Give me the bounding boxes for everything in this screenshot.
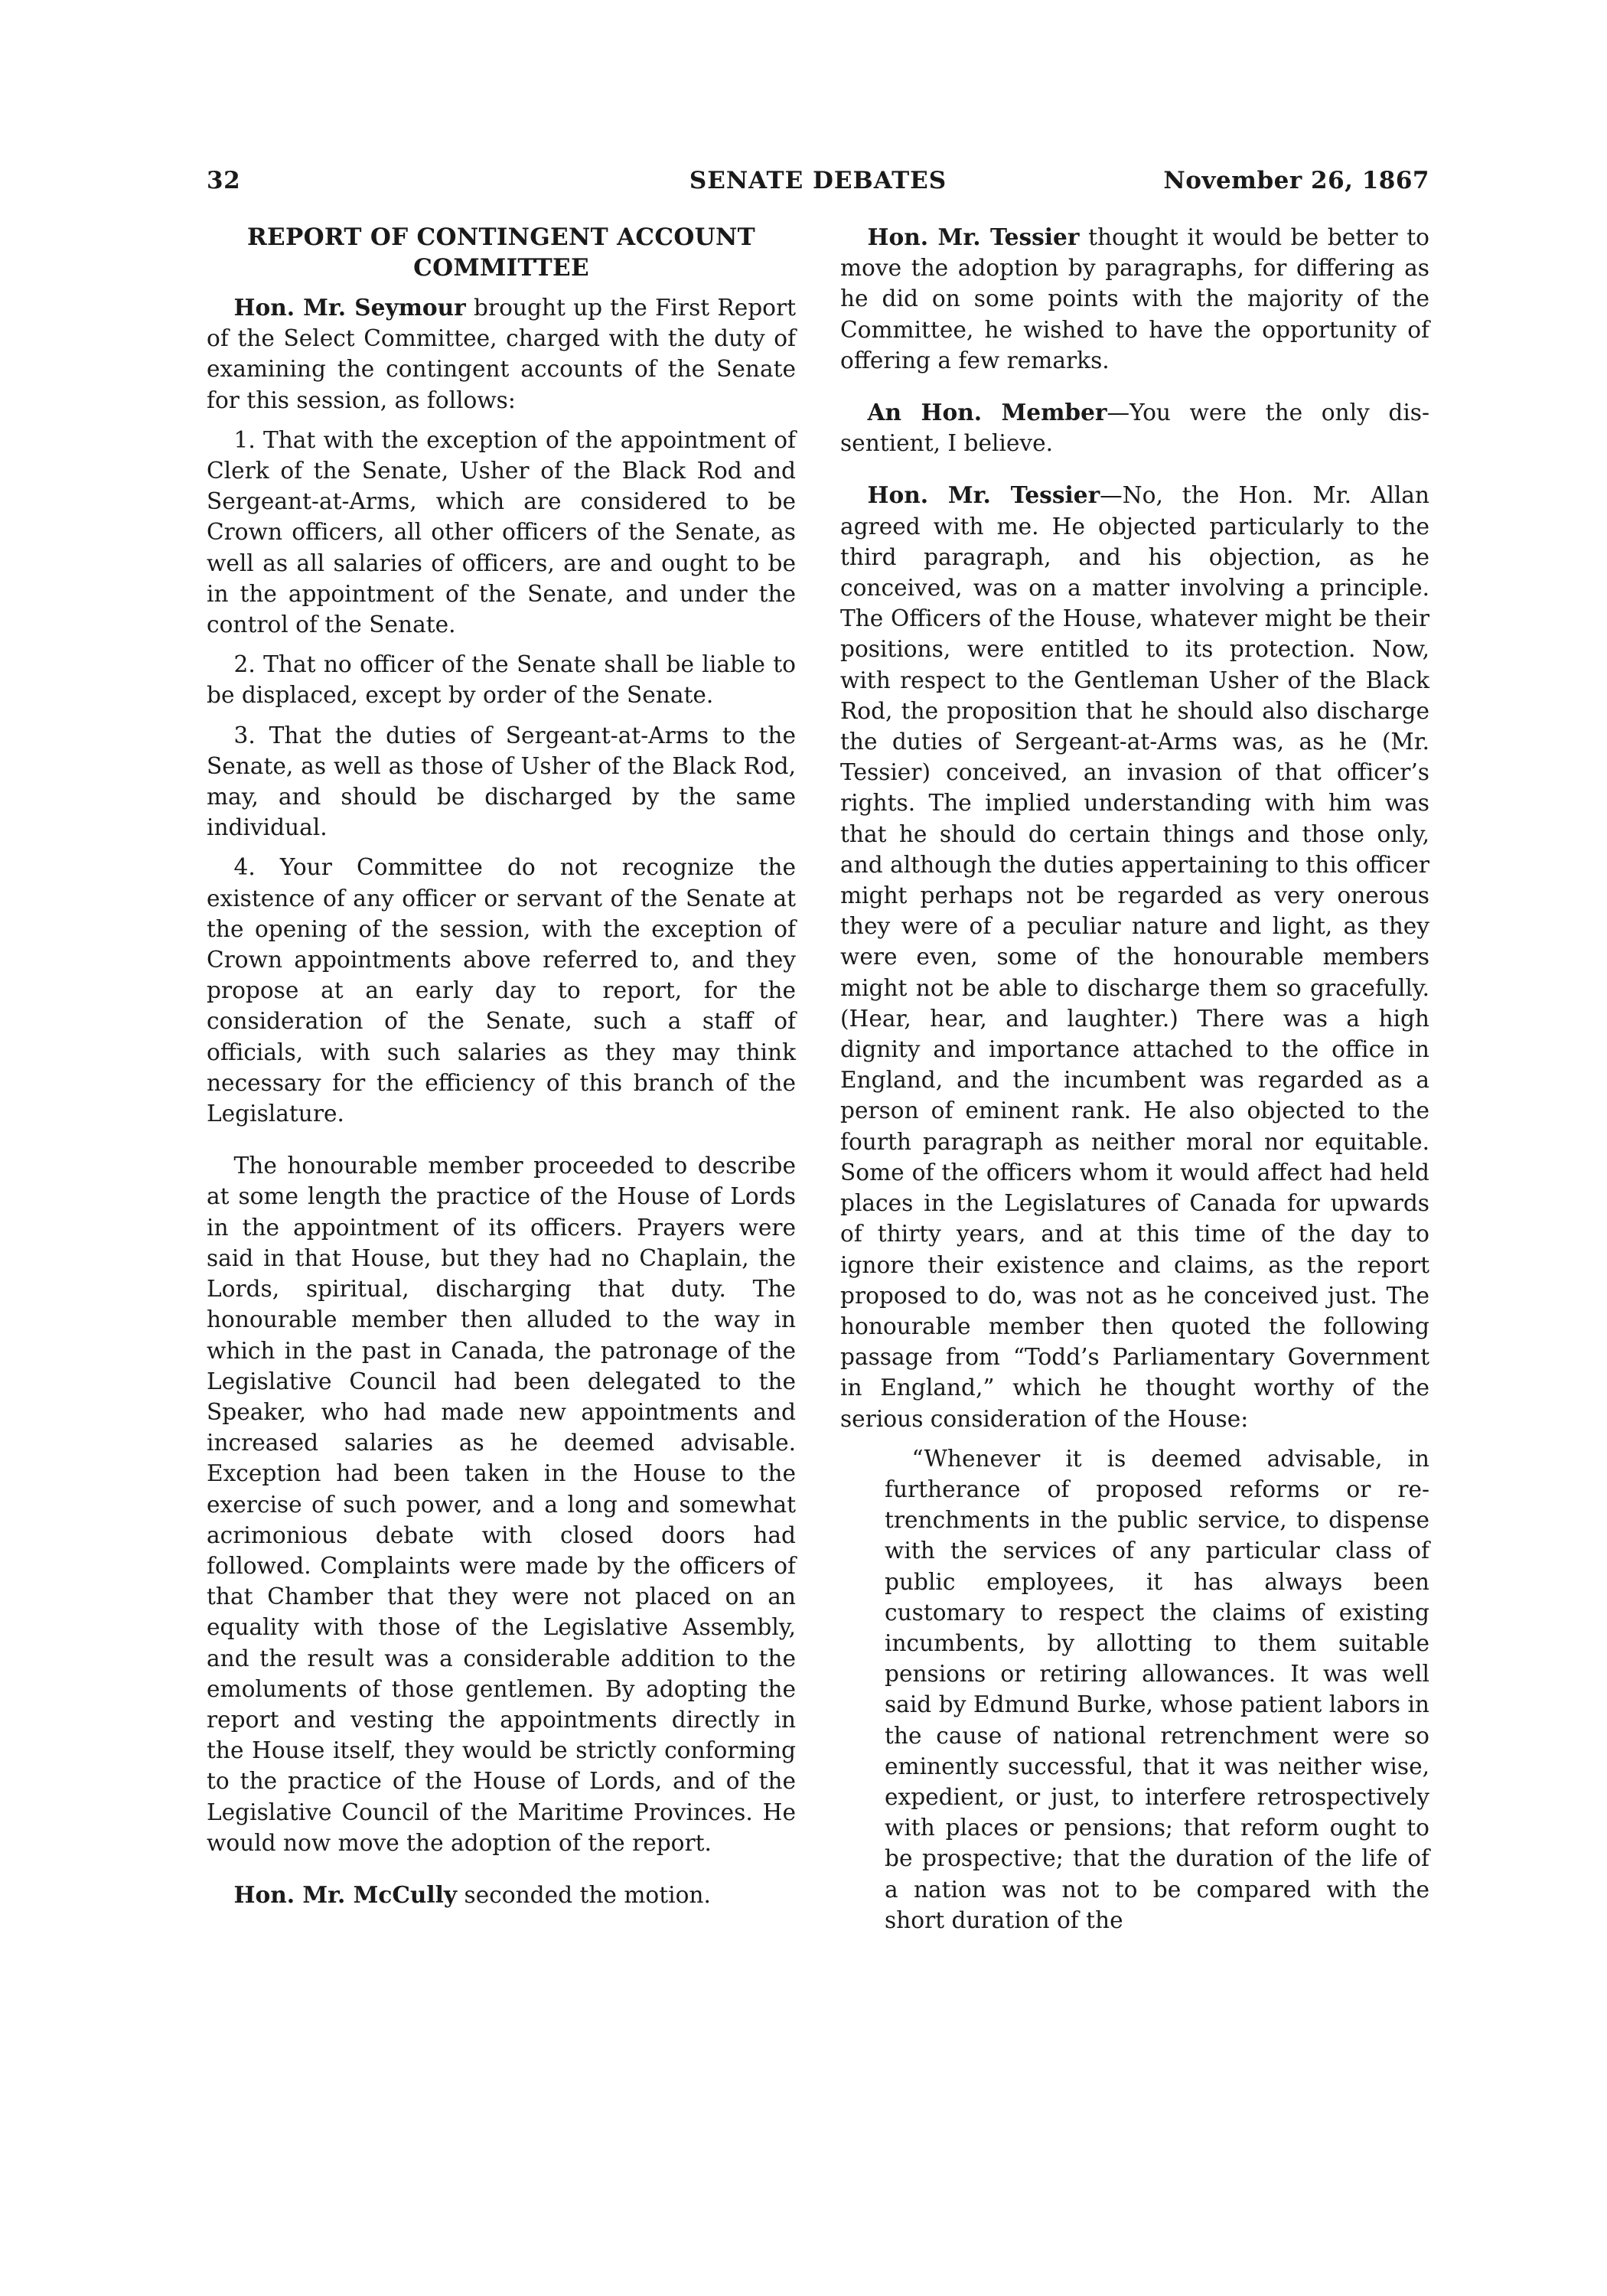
paragraph-seymour bbox=[207, 292, 796, 416]
paragraph-text: seconded the motion. bbox=[457, 1881, 711, 1908]
running-header bbox=[207, 167, 1429, 204]
report-item-1: 1. That with the exception of the appointment of Clerk of the Senate, Usher of the Black Rod and Sergeant-at-Arms, which are considered to be Crown officers, all other officers of the Senate, as well as all salaries of officers, are and ought to be in the appointment of the Senate, and under the control of the Senate. bbox=[207, 426, 796, 638]
paragraph-tessier-1 bbox=[840, 222, 1429, 376]
paragraph-text: brought up the First Report of the Select Committee, charged with the duty of examining the contingent accounts of the Senate for this session, as follows: bbox=[207, 295, 797, 413]
paragraph-text: —You were the only dissentient, I believe. bbox=[840, 400, 1429, 457]
paragraph-hon-member bbox=[840, 397, 1429, 458]
speaker-name: Hon. Mr. Seymour bbox=[233, 294, 466, 321]
right-column bbox=[840, 222, 1429, 1936]
report-item-4: 4. Your Committee do not recognize the existence of any officer or servant of the Senate at the opening of the session, with the exception of Crown appointments above referred to, and they propose at an early day to report, for the consideration of the Senate, such a staff of officials, with such salaries as they may think necessary for the efficiency of this branch of the Legislature. bbox=[207, 854, 796, 1127]
report-item-3: 3. That the duties of Sergeant-at-Arms to the Senate, as well as those of Usher of the Black Rod, may, and should be discharged by the same individual. bbox=[207, 722, 796, 841]
header-date: November 26, 1867 bbox=[1163, 167, 1429, 194]
paragraph-tessier-2 bbox=[840, 480, 1429, 1433]
page-number: 32 bbox=[207, 167, 241, 194]
speaker-name: Hon. Mr. Tessier bbox=[867, 481, 1100, 509]
speaker-name: Hon. Mr. Tessier bbox=[867, 223, 1080, 250]
section-heading bbox=[207, 222, 796, 283]
paragraph-text: thought it would be better to move the adoption by paragraphs, for differing as he did on some points with the majority of the Committee, he wished to have the opportunity of offering a few remarks. bbox=[840, 224, 1430, 373]
paragraph-mccully bbox=[207, 1880, 796, 1910]
left-column bbox=[207, 222, 796, 1919]
speaker-name: Hon. Mr. McCully bbox=[233, 1880, 458, 1908]
report-item-2: 2. That no officer of the Senate shall be liable to be displaced, except by order of the Senate. bbox=[207, 651, 796, 709]
quotation: “Whenever it is deemed advisable, in furtherance of proposed reforms or retrenchments in the public service, to dispense with the services of any particular class of public employees, it has always been customary to respect the claims of existing incumbents, by allotting to them suitable pensions or retiring allowances. It was well said by Edmund Burke, whose patient labors in the cause of national retrenchment were so eminently successful, that it was neither wise, expedient, or just, to interfere retrospectively with places or pensions; that reform ought to be prospective; that the duration of the life of a nation was not to be compared with the short duration of the bbox=[885, 1445, 1429, 1933]
paragraph-speech: The honourable member proceeded to describe at some length the practice of the House of Lords in the appointment of its officers. Prayers were said in that House, but they had no Chaplain, the Lords, spiritual, discharging that duty. The honourable member then alluded to the way in which in the past in Canada, the patronage of the Legislative Council had been delegated to the Speaker, who had made new appointments and increased salaries as he deemed advisable. Exception had been taken in the House to the exercise of such power, and a long and somewhat acrimonious debate with closed doors had followed. Complaints were made by the officers of that Chamber that they were not placed on an equality with those of the Legislative Assembly, and the result was a considerable addition to the emoluments of those gentlemen. By adopting the report and vesting the appointments directly in the House itself, they would be strictly conforming to the practice of the House of Lords, and of the Legislative Council of the Maritime Provinces. He would now move the adoption of the report. bbox=[207, 1153, 796, 1856]
paragraph-text: —No, the Hon. Mr. Allan agreed with me. He objected particularly to the third paragraph, and his objection, as he conceived, was on a matter involving a principle. The Officers of the House, whatever might be their positions, were entitled to its protection. Now, with respect to the Gentleman Usher of the Black Rod, the proposition that he should also discharge the duties of Sergeant-at-Arms was, as he (Mr. Tessier) conceived, an invasion of that officer’s rights. The implied understanding with him was that he should do certain things and those only, and although the duties appertaining to this officer might perhaps not be regarded as very onerous they were of a peculiar nature and light, as they were even, some of the honourable members might not be able to discharge them so gracefully. (Hear, hear, and laughter.) There was a high dignity and importance attached to the office in England, and the incumbent was regarded as a person of eminent rank. He also objected to the fourth paragraph as neither moral nor equitable. Some of the officers whom it would affect had held places in the Legislatures of Canada for upwards of thirty years, and at this time of the day to ignore their existence and claims, as the report proposed to do, was not as he conceived just. The honourable member then quoted the following passage from “Todd’s Parliamentary Government in England,” which he thought worthy of the serious consideration of the House: bbox=[840, 482, 1429, 1432]
publication-title: SENATE DEBATES bbox=[689, 167, 947, 194]
heading-line-2: COMMITTEE bbox=[413, 254, 589, 282]
heading-line-1: REPORT OF CONTINGENT ACCOUNT bbox=[246, 223, 756, 251]
speaker-name: An Hon. Member bbox=[867, 399, 1107, 426]
